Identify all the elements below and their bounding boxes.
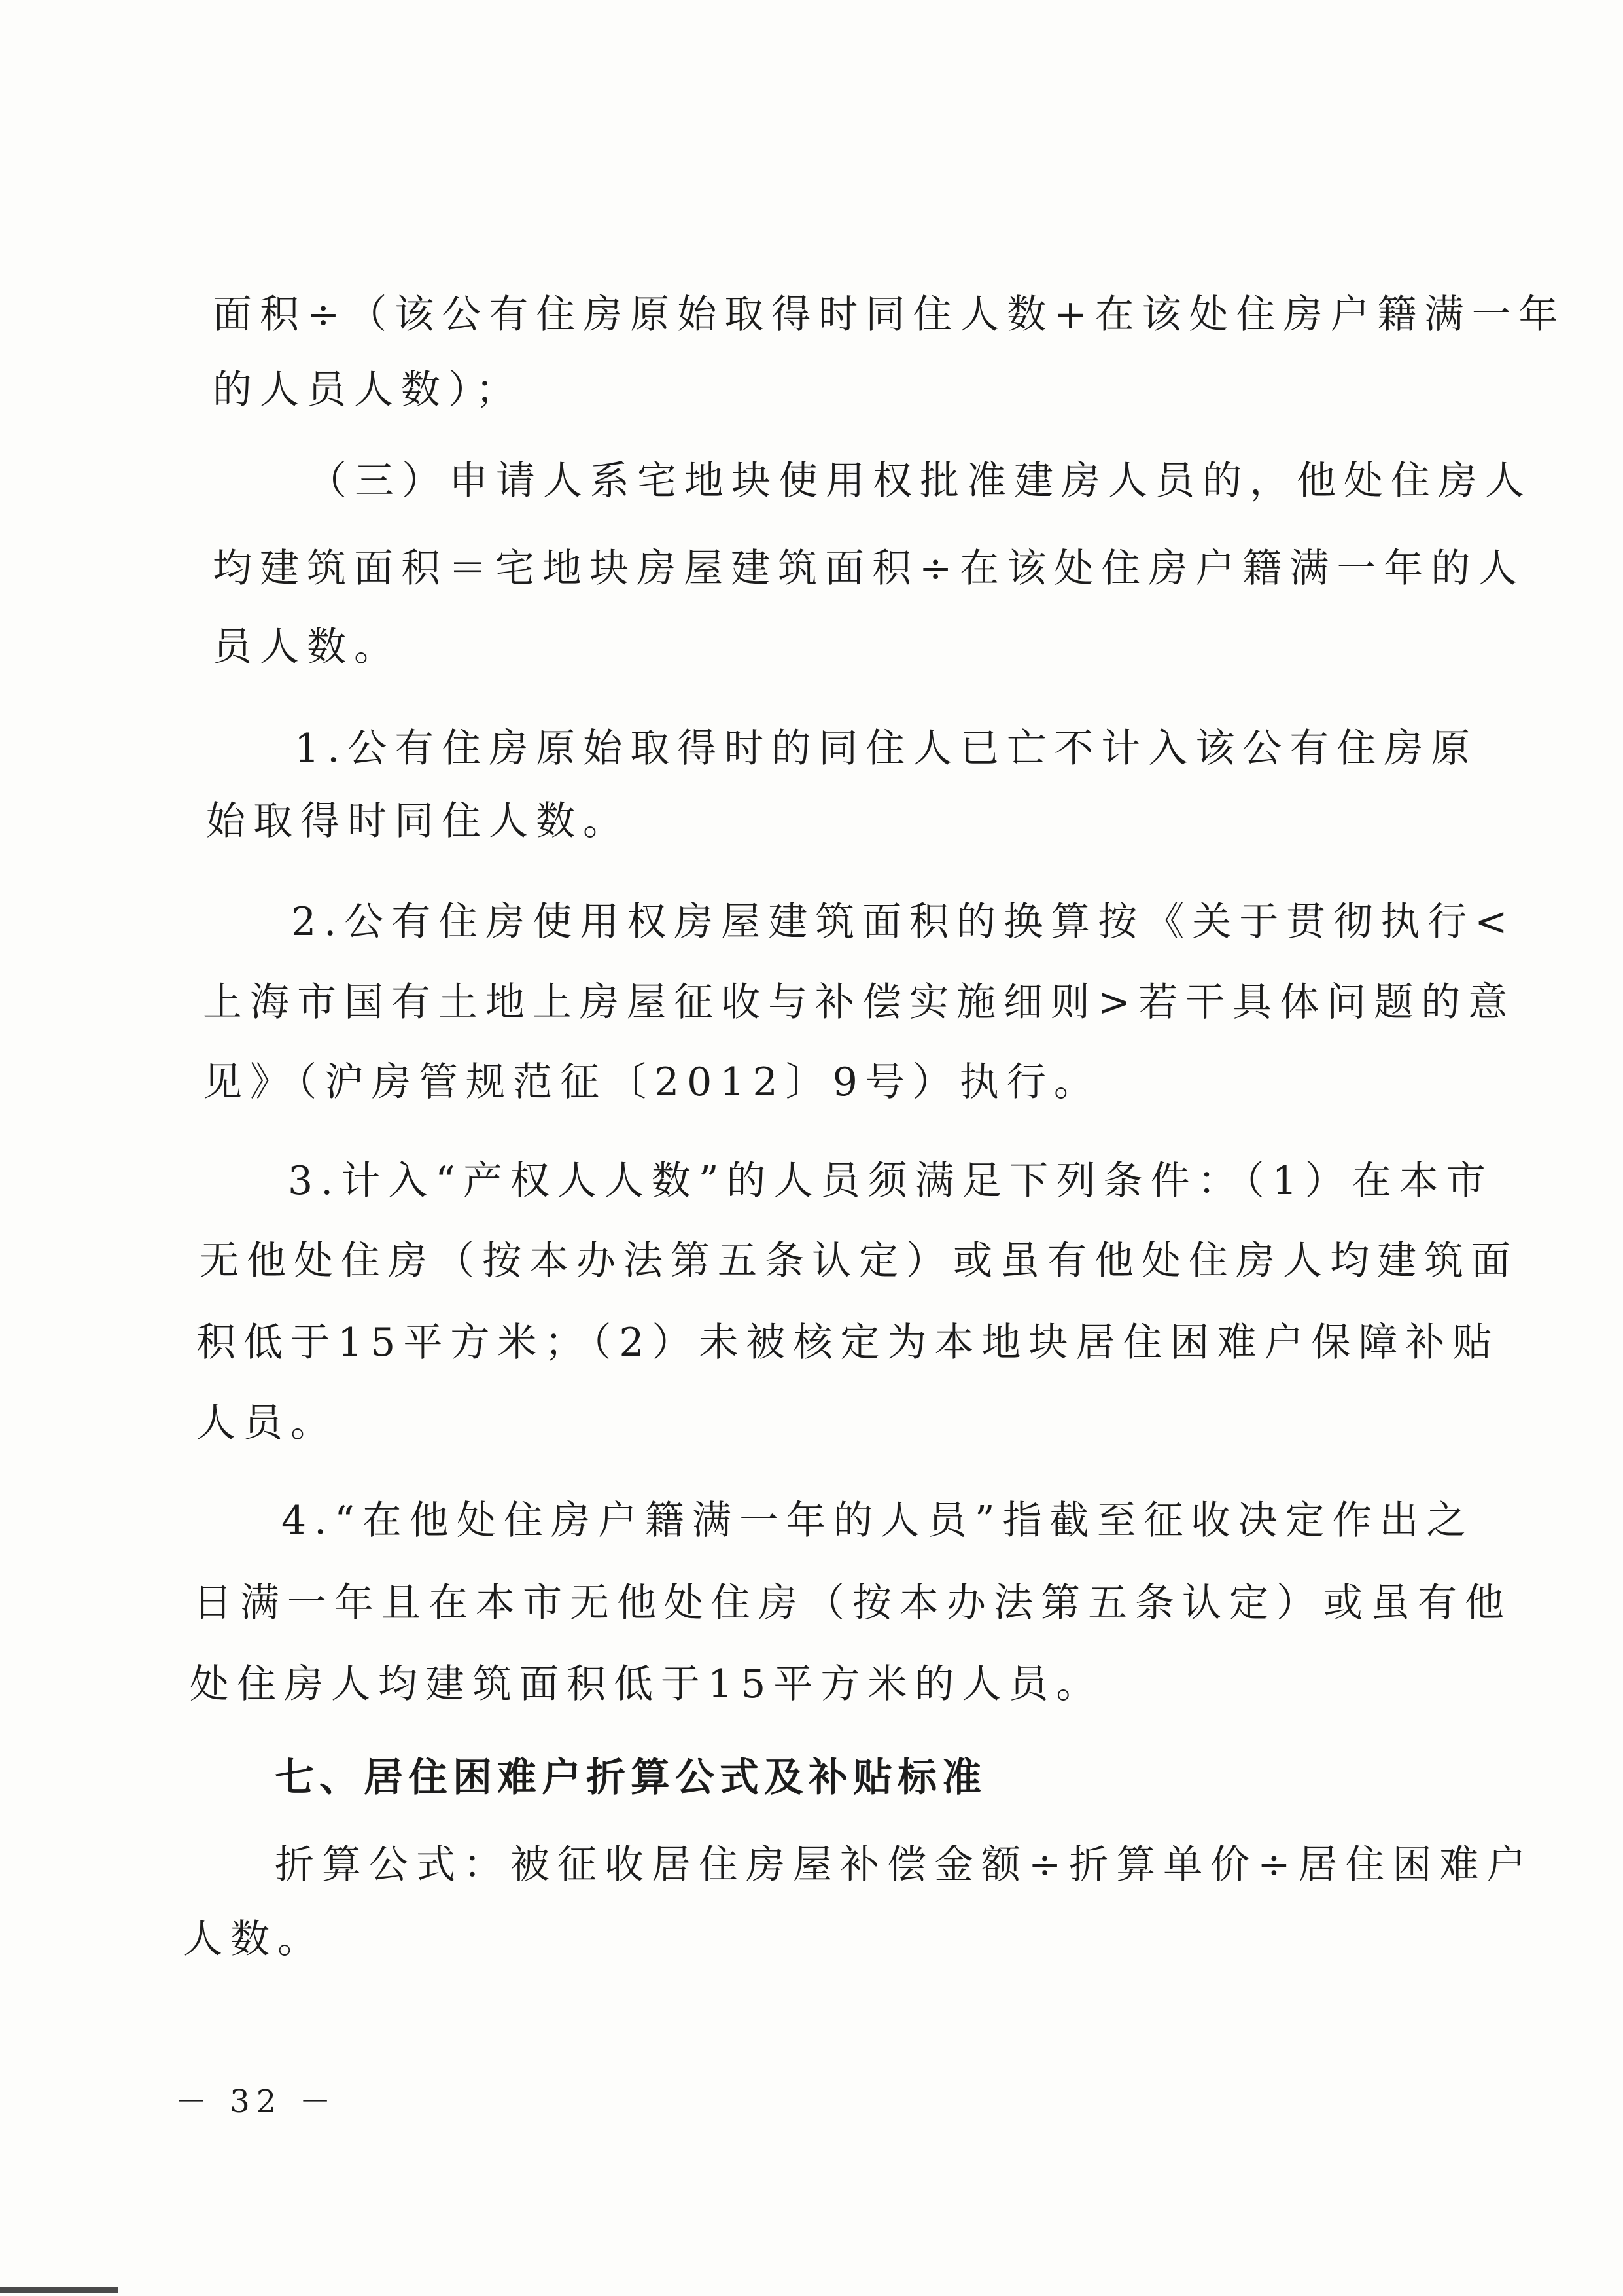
text-line: 日满一年且在本市无他处住房（按本办法第五条认定）或虽有他: [193, 1580, 1512, 1626]
text-line: 人员。: [196, 1400, 338, 1446]
text-line: （三）申请人系宅地块使用权批准建房人员的，他处住房人: [307, 458, 1532, 504]
text-line: 无他处住房（按本办法第五条认定）或虽有他处住房人均建筑面: [200, 1238, 1518, 1284]
text-line: 2.公有住房使用权房屋建筑面积的换算按《关于贯彻执行<: [291, 899, 1516, 945]
text-line: 人数。: [183, 1916, 324, 1962]
text-line: 始取得时同住人数。: [206, 798, 630, 844]
section-heading: 七、居住困难户折算公式及补贴标准: [275, 1755, 986, 1801]
text-line: 面积÷（该公有住房原始取得时同住人数+在该处住房户籍满一年: [213, 292, 1566, 338]
text-line: 1.公有住房原始取得时的同住人已亡不计入该公有住房原: [294, 726, 1478, 771]
text-line: 处住房人均建筑面积低于15平方米的人员。: [190, 1661, 1104, 1707]
text-line: 4.“在他处住房户籍满一年的人员”指截至征收决定作出之: [281, 1498, 1474, 1544]
text-line: 均建筑面积＝宅地块房屋建筑面积÷在该处住房户籍满一年的人: [213, 546, 1526, 592]
page-number: － 32 －: [175, 2083, 338, 2120]
text-line: 折算公式：被征收居住房屋补偿金额÷折算单价÷居住困难户: [275, 1842, 1534, 1888]
text-line: 见》（沪房管规范征〔2012〕9号）执行。: [203, 1059, 1101, 1105]
text-line: 3.计入“产权人人数”的人员须满足下列条件：（1）在本市: [288, 1158, 1493, 1204]
text-line: 积低于15平方米；（2）未被核定为本地块居住困难户保障补贴: [196, 1320, 1500, 1366]
text-line: 上海市国有土地上房屋征收与补偿实施细则>若干具体问题的意: [203, 980, 1516, 1025]
text-line: 的人员人数）；: [213, 367, 523, 413]
scan-edge-mark: [0, 2287, 118, 2293]
text-line: 员人数。: [213, 624, 401, 670]
